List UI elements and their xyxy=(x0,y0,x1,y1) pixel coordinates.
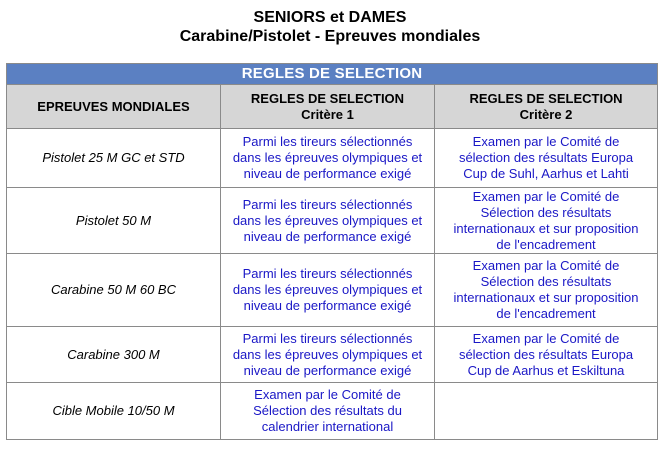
cell-line: dans les épreuves olympiques et xyxy=(232,150,423,165)
cell-line: Cup de Suhl, Aarhus et Lahti xyxy=(463,166,629,181)
criterion-2-cell xyxy=(435,129,658,188)
cell-line: Parmi les tireurs sélectionnés xyxy=(242,330,413,346)
event-cell: Carabine 50 M 60 BC xyxy=(7,254,221,327)
cell-line: Sélection des résultats xyxy=(480,204,612,220)
cell-line: niveau de performance exigé xyxy=(243,166,412,181)
cell-line: Parmi les tireurs sélectionnés xyxy=(242,196,413,212)
table-row xyxy=(7,129,658,188)
table-row xyxy=(7,188,658,254)
column-header-event: EPREUVES MONDIALES xyxy=(7,85,221,129)
cell-line: internationaux et sur proposition xyxy=(453,290,639,305)
criterion-2-label: Critère 2 xyxy=(519,106,573,122)
cell-line: Cup de Aarhus et Eskiltuna xyxy=(467,362,625,378)
column-header-criterion-1 xyxy=(221,85,435,129)
cell-line: Examen par la Comité de xyxy=(472,258,620,273)
cell-line: de l'encadrement xyxy=(496,236,596,252)
cell-line: dans les épreuves olympiques et xyxy=(232,346,423,362)
cell-line: Examen par le Comité de xyxy=(254,387,401,402)
criterion-2-cell xyxy=(435,188,658,254)
event-cell: Cible Mobile 10/50 M xyxy=(7,383,221,440)
cell-line: Examen par le Comité de xyxy=(472,330,620,346)
page-title: SENIORS et DAMES xyxy=(253,9,407,26)
criterion-2-cell xyxy=(435,327,658,383)
cell-line: dans les épreuves olympiques et xyxy=(232,212,423,228)
cell-line: Sélection des résultats du xyxy=(253,403,402,418)
table-row xyxy=(7,383,658,440)
criterion-1-cell xyxy=(221,254,435,327)
cell-line: niveau de performance exigé xyxy=(243,298,412,313)
criterion-1-cell xyxy=(221,327,435,383)
table-header-row xyxy=(7,85,658,129)
criterion-1-label: Critère 1 xyxy=(301,106,354,122)
selection-rules-table xyxy=(6,63,658,440)
criterion-2-cell-empty xyxy=(435,383,658,440)
cell-line: niveau de performance exigé xyxy=(243,228,412,244)
criterion-1-cell xyxy=(221,383,435,440)
table-row xyxy=(7,254,658,327)
criterion-1-cell xyxy=(221,188,435,254)
criterion-1-cell xyxy=(221,129,435,188)
event-cell: Pistolet 25 M GC et STD xyxy=(7,129,221,188)
criterion-2-title: REGLES DE SELECTION xyxy=(469,90,623,106)
cell-line: Examen par le Comité de xyxy=(472,188,620,204)
cell-line: niveau de performance exigé xyxy=(243,362,412,378)
page-subtitle: Carabine/Pistolet - Epreuves mondiales xyxy=(179,28,481,45)
cell-line: sélection des résultats Europa xyxy=(458,150,634,165)
cell-line: de l'encadrement xyxy=(496,306,596,321)
cell-line: internationaux et sur proposition xyxy=(453,220,639,236)
cell-line: dans les épreuves olympiques et xyxy=(232,282,423,297)
criterion-1-title: REGLES DE SELECTION xyxy=(250,90,405,106)
event-cell: Carabine 300 M xyxy=(7,327,221,383)
cell-line: sélection des résultats Europa xyxy=(458,346,634,362)
cell-line: Examen par le Comité de xyxy=(472,134,620,149)
cell-line: Parmi les tireurs sélectionnés xyxy=(242,266,413,281)
cell-line: calendrier international xyxy=(261,419,394,434)
table-row xyxy=(7,327,658,383)
criterion-2-cell xyxy=(435,254,658,327)
column-header-criterion-2 xyxy=(435,85,658,129)
table-banner: REGLES DE SELECTION xyxy=(7,64,658,85)
event-cell: Pistolet 50 M xyxy=(7,188,221,254)
cell-line: Sélection des résultats xyxy=(480,274,612,289)
cell-line: Parmi les tireurs sélectionnés xyxy=(242,134,413,149)
